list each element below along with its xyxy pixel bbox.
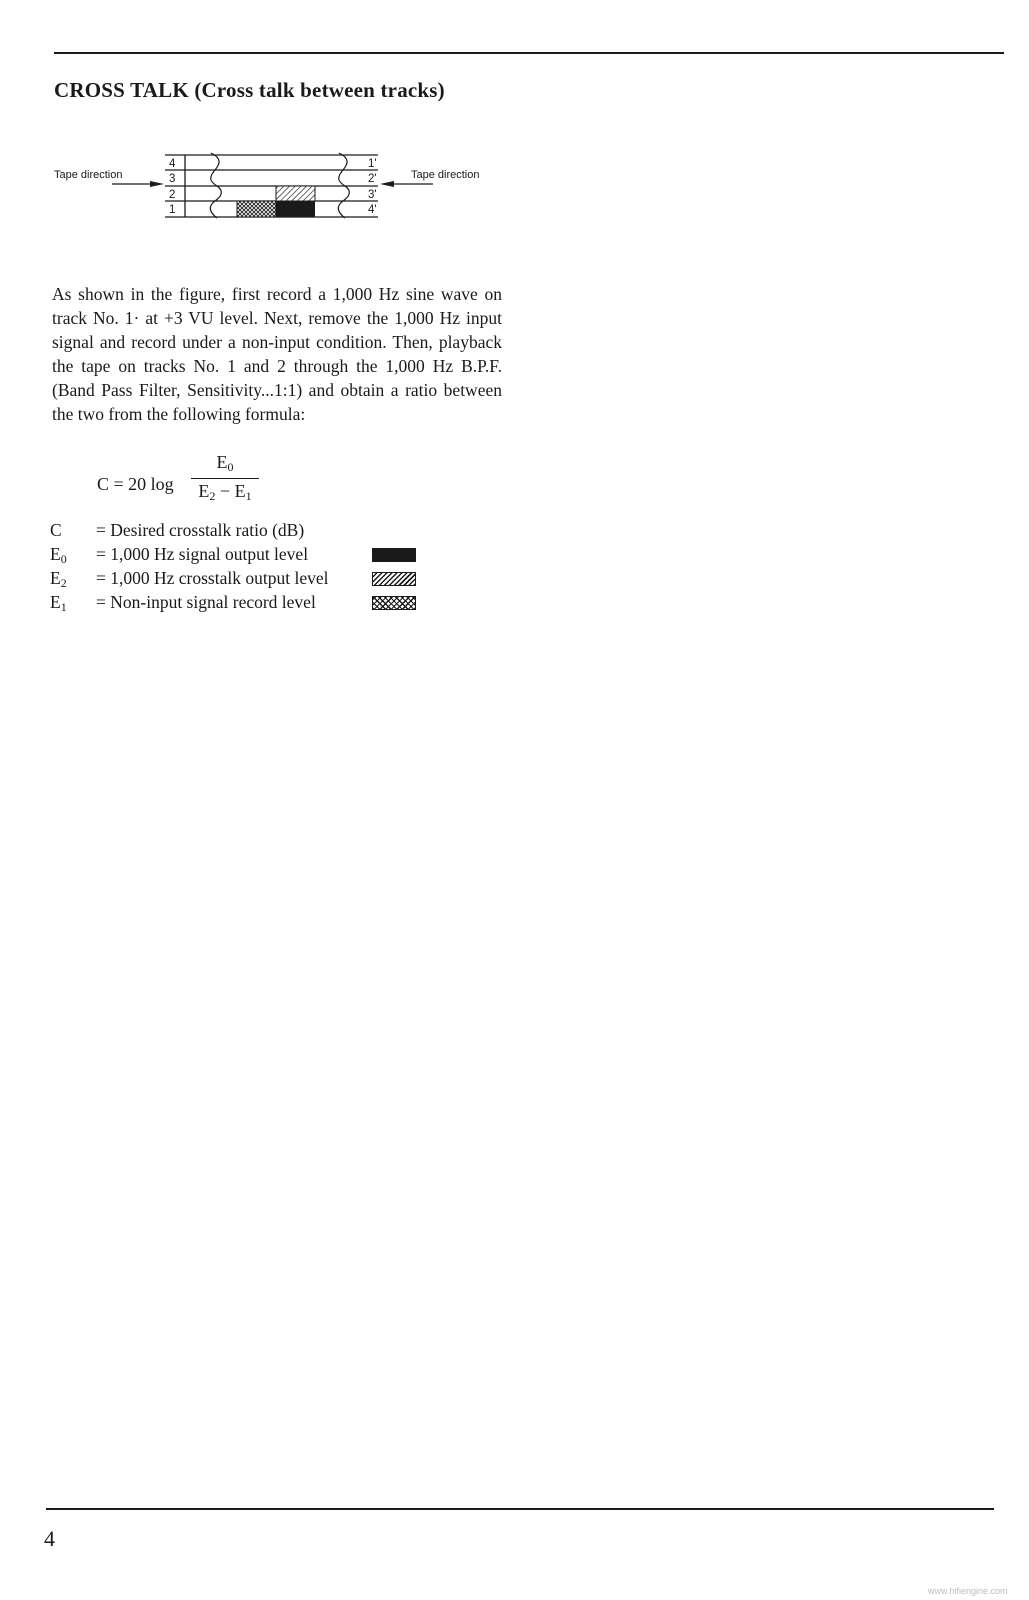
definition-text: = Non-input signal record level [96,592,316,612]
definition-text: = Desired crosstalk ratio (dB) [96,520,305,540]
body-paragraph: As shown in the figure, first record a 1,000 Hz sine wave on track No. 1· at +3 VU level. Next, remove the 1,000 Hz input signal and record under a non-input condition. Then, playback the tape on tracks No. 1 and 2 through the 1,000 Hz B.P.F. (Band Pass Filter, Sensitivity...1:1) and obtain a ratio between the two from the following formula: [52,284,502,424]
tape-direction-left-label: Tape direction [54,169,123,181]
heading-subtitle: (Cross talk between tracks) [194,78,445,102]
formula-denominator: $E_2 - E_1$ [198,481,252,503]
definition-row [50,568,450,592]
definition-symbol: $E_2$ [50,568,67,590]
signal-block-noninput [237,201,276,217]
definition-row [50,592,450,616]
crosshatch-swatch-icon [372,596,416,610]
left-track-label: 1 [169,204,176,216]
page-number: 4 [44,1526,55,1551]
watermark: www.hifiengine.com [928,1586,1008,1596]
right-track-label: 2' [368,173,377,185]
left-track-label: 3 [169,173,176,185]
crosstalk-formula [97,452,337,512]
track-diagram [48,150,508,230]
definition-row [50,520,450,544]
arrow-left-icon [380,181,433,187]
definition-symbol: C [50,520,62,540]
definition-symbol: $E_0$ [50,544,67,566]
symbol-definitions [50,520,450,616]
signal-block-crosstalk [276,186,315,201]
definition-symbol: $E_1$ [50,592,67,614]
right-track-label: 3' [368,189,377,201]
formula-fraction [191,452,259,504]
bottom-rule [46,1508,994,1510]
heading-main: CROSS TALK [54,78,189,102]
definition-row [50,544,450,568]
section-heading [54,78,445,103]
formula-numerator: $E_0$ [216,452,234,474]
definition-text: = 1,000 Hz crosstalk output level [96,568,329,588]
solid-swatch-icon [372,548,416,562]
formula-lhs: C = 20 log [97,474,174,494]
left-track-label: 4 [169,158,176,170]
fraction-bar [191,478,259,479]
arrow-right-icon [112,181,164,187]
right-track-label: 1' [368,158,377,170]
signal-block-output [276,201,315,217]
top-rule [54,52,1004,54]
left-track-label: 2 [169,189,176,201]
hatched-swatch-icon [372,572,416,586]
tape-direction-right-label: Tape direction [411,169,480,181]
right-track-label: 4' [368,204,377,216]
definition-text: = 1,000 Hz signal output level [96,544,309,564]
